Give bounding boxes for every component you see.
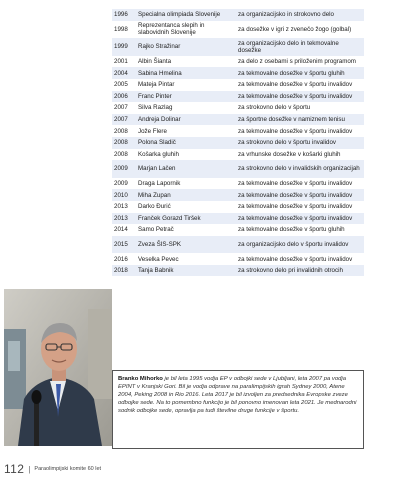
table-row [112,38,364,56]
cell-year: 2008 [112,125,136,137]
cell-reason: za tekmovalne dosežke v športu invalidov [236,91,364,103]
cell-reason: za tekmovalne dosežke v športu invalidov [236,125,364,137]
cell-reason: za organizacijsko delo in tekmovalne dosežke [236,38,364,56]
cell-reason: za tekmovalne dosežke v športu invalidov [236,79,364,91]
cell-name: Franc Pinter [136,91,236,103]
cell-year: 2018 [112,265,136,277]
cell-year: 2001 [112,56,136,68]
cell-name: Silva Razlag [136,102,236,114]
footer-title: Paraolimpijski komite 60 let [34,466,102,472]
footer-separator: | [28,464,31,474]
cell-reason: za tekmovalne dosežke v športu gluhih [236,67,364,79]
page-number: 112 [4,462,25,476]
cell-reason: za strokovno delo v invalidskih organizacijah [236,160,364,178]
table-row [112,67,364,79]
cell-reason: za tekmovalne dosežke v športu gluhih [236,224,364,236]
cell-name: Reprezentanca slepih in slabovidnih Slovenije [136,21,236,39]
cell-reason: za organizacijsko in strokovno delo [236,9,364,21]
cell-reason: za športne dosežke v namiznem tenisu [236,114,364,126]
awards-table-body [112,9,364,276]
cell-name: Mateja Pintar [136,79,236,91]
photo-branko-mihorko [4,289,112,446]
cell-reason: za tekmovalne dosežke v športu invalidov [236,178,364,190]
table-row [112,137,364,149]
cell-reason: za strokovno delo v športu [236,102,364,114]
cell-year: 2008 [112,149,136,161]
table-row [112,125,364,137]
cell-reason: za delo z osebami s priloženim programom [236,56,364,68]
cell-year: 2007 [112,102,136,114]
cell-year: 2009 [112,178,136,190]
cell-year: 1999 [112,38,136,56]
cell-name: Zveza ŠIS-SPK [136,236,236,254]
cell-name: Sabina Hmelina [136,67,236,79]
page-footer [4,462,101,476]
cell-reason: za tekmovalne dosežke v športu invalidov [236,201,364,213]
table-row [112,178,364,190]
table-row [112,224,364,236]
table-row [112,114,364,126]
cell-year: 2010 [112,189,136,201]
cell-year: 2006 [112,91,136,103]
cell-year: 2005 [112,79,136,91]
portrait-image [4,289,112,446]
cell-year: 2004 [112,67,136,79]
table-row [112,56,364,68]
cell-name: Tanja Babnik [136,265,236,277]
cell-year: 2014 [112,224,136,236]
table-row [112,253,364,265]
table-row [112,160,364,178]
table-row [112,236,364,254]
cell-name: Rajko Stražinar [136,38,236,56]
cell-reason: za strokovno delo v športu invalidov [236,137,364,149]
cell-year: 2013 [112,213,136,225]
table-row [112,102,364,114]
table-row [112,265,364,277]
caption-text: je bil leta 1995 vodja EP v odbojki sede v Ljubljani, leta 2007 pa vodja EPINT v Kranjski Gori. Bil je vodja odprave na paralimpijskih igrah Sydney 2000, Atene 2004, Peking 2008 in Rio 2016. Leta 2017 je bil izvoljen za predsednika Evropske zveze odbojke sede. Na to pomembno funkcijo je bil ponovno imenovan leta 2021. Je mednarodni sodnik odbojke sede, opravlja pa tudi številne druge funkcije v športu. [118,376,357,414]
awards-table [112,9,364,276]
photo-caption [112,370,364,449]
cell-name: Jože Flere [136,125,236,137]
cell-name: Miha Zupan [136,189,236,201]
cell-year: 2008 [112,137,136,149]
cell-reason: za strokovno delo pri invalidnih otrocih [236,265,364,277]
cell-name: Albin Šianta [136,56,236,68]
cell-reason: za tekmovalne dosežke v športu invalidov [236,213,364,225]
cell-name: Košarka gluhih [136,149,236,161]
table-row [112,21,364,39]
table-row [112,149,364,161]
cell-year: 2016 [112,253,136,265]
cell-year: 2013 [112,201,136,213]
table-row [112,213,364,225]
caption-person-name: Branko Mihorko [118,376,163,382]
cell-name: Franček Gorazd Tiršek [136,213,236,225]
table-row [112,9,364,21]
table-row [112,79,364,91]
cell-reason: za vrhunske dosežke v košarki gluhih [236,149,364,161]
cell-name: Andreja Dolinar [136,114,236,126]
cell-reason: za tekmovalne dosežke v športu invalidov [236,253,364,265]
cell-year: 1998 [112,21,136,39]
table-row [112,189,364,201]
table-row [112,201,364,213]
cell-reason: za tekmovalne dosežke v športu invalidov [236,189,364,201]
cell-name: Draga Lapornik [136,178,236,190]
cell-year: 2009 [112,160,136,178]
table-row [112,91,364,103]
cell-name: Marjan Lačen [136,160,236,178]
cell-reason: za organizacijsko delo v športu invalidov [236,236,364,254]
cell-year: 1996 [112,9,136,21]
cell-name: Polona Sladič [136,137,236,149]
cell-name: Specialna olimpiada Slovenije [136,9,236,21]
cell-name: Samo Petrač [136,224,236,236]
cell-name: Veselka Pevec [136,253,236,265]
cell-year: 2015 [112,236,136,254]
cell-name: Darko Đurić [136,201,236,213]
cell-year: 2007 [112,114,136,126]
cell-reason: za dosežke v igri z zvenečo žogo (golbal) [236,21,364,39]
